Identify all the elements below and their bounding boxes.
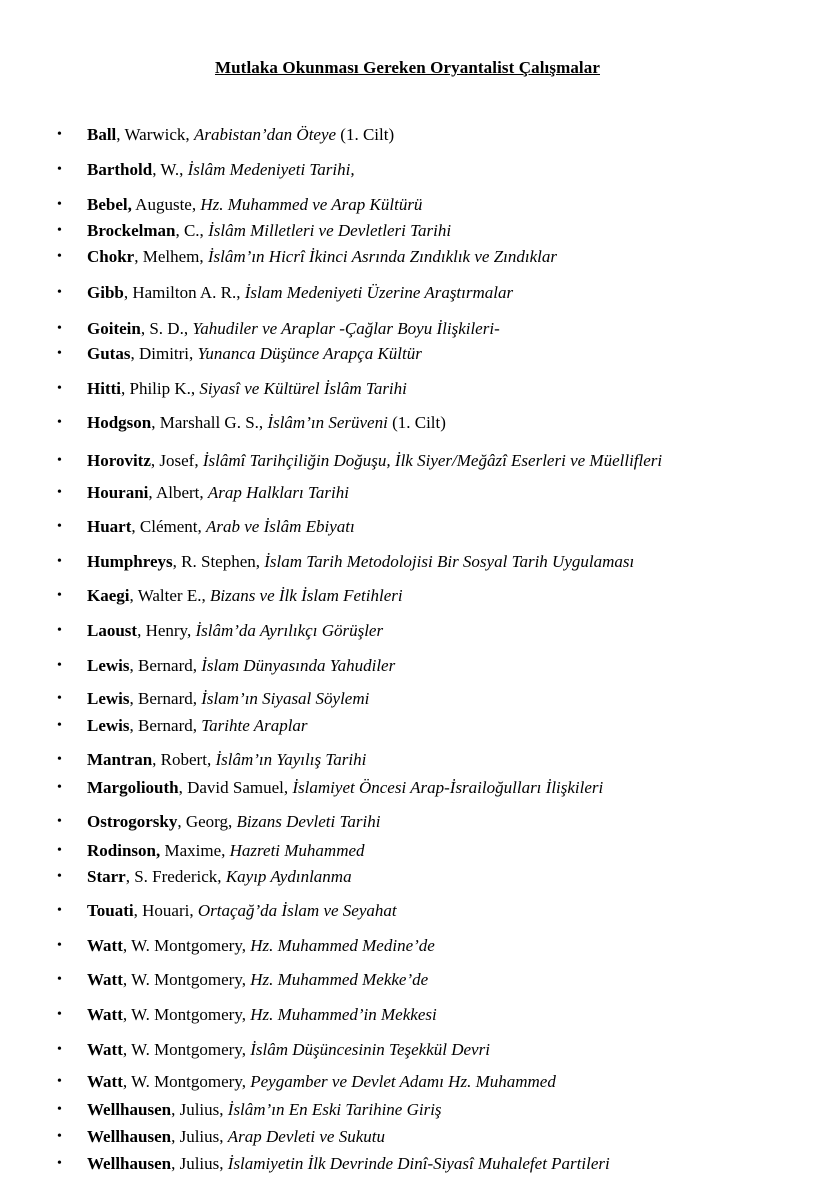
bullet-icon: • [57, 197, 62, 212]
work-title: Bizans ve İlk İslam Fetihleri [209, 586, 403, 605]
work-title: Peygamber ve Devlet Adamı Hz. Muhammed [250, 1072, 556, 1091]
author-given-name: , Philip K., [121, 379, 200, 398]
work-title: Ortaçağ’da İslam ve Seyahat [197, 901, 397, 920]
work-title: İslâm’da Ayrılıkçı Görüşler [195, 621, 384, 640]
bullet-icon: • [57, 1129, 62, 1144]
bullet-icon: • [57, 127, 62, 142]
bullet-icon: • [57, 381, 62, 396]
author-surname: Hodgson [87, 413, 152, 432]
author-given-name: , Bernard, [129, 716, 202, 735]
bullet-icon: • [57, 346, 62, 361]
entry-text [87, 715, 308, 737]
author-given-name: , W., [152, 160, 188, 179]
bullet-icon: • [57, 623, 62, 638]
bullet-icon: • [57, 1102, 62, 1117]
author-surname: Wellhausen [87, 1127, 172, 1146]
author-surname: Touati [87, 901, 134, 920]
bullet-icon: • [57, 780, 62, 795]
author-surname: Gutas [87, 344, 131, 363]
entry-text [87, 620, 383, 642]
author-given-name: , R. Stephen, [172, 552, 265, 571]
author-given-name: , Houari, [133, 901, 198, 920]
author-given-name: , W. Montgomery, [122, 1040, 251, 1059]
author-surname: Hourani [87, 483, 149, 502]
bullet-icon: • [57, 658, 62, 673]
author-surname: Lewis [87, 716, 130, 735]
author-given-name: Auguste, [131, 195, 201, 214]
author-given-name: , W. Montgomery, [122, 936, 251, 955]
author-given-name: , Josef, [150, 451, 203, 470]
author-given-name: , Julius, [171, 1127, 228, 1146]
author-given-name: , Hamilton A. R., [123, 283, 245, 302]
author-given-name: , Warwick, [116, 125, 194, 144]
author-given-name: , Melhem, [134, 247, 208, 266]
author-surname: Laoust [87, 621, 138, 640]
entry-text [87, 811, 380, 833]
author-given-name: , Julius, [171, 1100, 228, 1119]
bullet-icon: • [57, 814, 62, 829]
bullet-icon: • [57, 415, 62, 430]
entry-text [87, 969, 428, 991]
author-given-name: , Dimitri, [130, 344, 198, 363]
author-surname: Margoliouth [87, 778, 179, 797]
entry-text [87, 516, 355, 538]
bullet-icon: • [57, 938, 62, 953]
author-surname: Bebel, [87, 195, 132, 214]
bullet-icon: • [57, 223, 62, 238]
author-given-name: , C., [175, 221, 209, 240]
author-surname: Brockelman [87, 221, 176, 240]
entry-text [87, 124, 394, 146]
author-given-name: , W. Montgomery, [122, 1005, 251, 1024]
author-given-name: , Georg, [177, 812, 237, 831]
bullet-icon: • [57, 752, 62, 767]
author-given-name: , Henry, [137, 621, 196, 640]
entry-text [87, 749, 366, 771]
entry-text [87, 246, 557, 268]
author-surname: Barthold [87, 160, 153, 179]
entry-text [87, 412, 446, 434]
bullet-icon: • [57, 1007, 62, 1022]
work-title: Kayıp Aydınlanma [225, 867, 352, 886]
entry-text [87, 450, 662, 472]
author-given-name: , Marshall G. S., [151, 413, 268, 432]
author-given-name: , S. Frederick, [125, 867, 226, 886]
work-title: Bizans Devleti Tarihi [236, 812, 381, 831]
bullet-icon: • [57, 691, 62, 706]
work-title: İslam Tarih Metodolojisi Bir Sosyal Tarih Uygulaması [264, 552, 635, 571]
bullet-icon: • [57, 162, 62, 177]
work-title: İslamiyet Öncesi Arap-İsrailoğulları İlişkileri [292, 778, 604, 797]
entry-text [87, 318, 500, 340]
author-surname: Watt [87, 970, 123, 989]
entry-text [87, 551, 634, 573]
work-title: Hz. Muhammed Mekke’de [250, 970, 429, 989]
work-title: Hazreti Muhammed [229, 841, 365, 860]
entry-text [87, 194, 422, 216]
work-title: İslamiyetin İlk Devrinde Dinî-Siyasî Muhalefet Partileri [227, 1154, 610, 1173]
work-title: Arab ve İslâm Ebiyatı [206, 517, 355, 536]
bullet-icon: • [57, 453, 62, 468]
entry-text [87, 1071, 556, 1093]
entry-text [87, 1126, 385, 1148]
author-surname: Horovitz [87, 451, 151, 470]
work-title: İslâmî Tarihçiliğin Doğuşu, İlk Siyer/Meğâzî Eserleri ve Müellifleri [202, 451, 663, 470]
author-surname: Watt [87, 1005, 123, 1024]
volume-note: (1. Cilt) [387, 413, 446, 432]
author-given-name: , Robert, [152, 750, 216, 769]
work-title: İslâm’ın Serüveni [267, 413, 388, 432]
entry-text [87, 482, 349, 504]
work-title: İslam Medeniyeti Üzerine Araştırmalar [244, 283, 514, 302]
author-given-name: , S. D., [140, 319, 193, 338]
author-surname: Watt [87, 1072, 123, 1091]
entry-text [87, 343, 422, 365]
author-surname: Wellhausen [87, 1100, 172, 1119]
work-title: İslâm Düşüncesinin Teşekkül Devri [250, 1040, 490, 1059]
bullet-icon: • [57, 588, 62, 603]
author-surname: Ball [87, 125, 117, 144]
author-surname: Wellhausen [87, 1154, 172, 1173]
bullet-icon: • [57, 285, 62, 300]
work-title: Arap Halkları Tarihi [207, 483, 349, 502]
author-surname: Watt [87, 1040, 123, 1059]
bullet-icon: • [57, 554, 62, 569]
author-surname: Lewis [87, 689, 130, 708]
entry-text [87, 378, 407, 400]
author-surname: Kaegi [87, 586, 130, 605]
bullet-icon: • [57, 718, 62, 733]
entry-text [87, 777, 603, 799]
work-title: Arap Devleti ve Sukutu [227, 1127, 385, 1146]
bullet-icon: • [57, 1156, 62, 1171]
bullet-icon: • [57, 519, 62, 534]
entry-text [87, 220, 451, 242]
work-title: İslâm’ın Hicrî İkinci Asrında Zındıklık ve Zındıklar [207, 247, 557, 266]
work-title: İslâm’ın Yayılış Tarihi [215, 750, 367, 769]
volume-note: (1. Cilt) [336, 125, 395, 144]
entry-text [87, 935, 435, 957]
work-title: Hz. Muhammed’in Mekkesi [250, 1005, 437, 1024]
author-surname: Mantran [87, 750, 153, 769]
entry-text [87, 585, 403, 607]
author-surname: Rodinson, [87, 841, 161, 860]
entry-text [87, 1004, 437, 1026]
work-title: Siyasî ve Kültürel İslâm Tarihi [199, 379, 407, 398]
entry-text [87, 1039, 490, 1061]
author-given-name: , Bernard, [129, 689, 202, 708]
bullet-icon: • [57, 321, 62, 336]
work-title: İslâm’ın En Eski Tarihine Giriş [227, 1100, 442, 1119]
entry-text [87, 1099, 442, 1121]
author-given-name: , Walter E., [129, 586, 210, 605]
bullet-icon: • [57, 972, 62, 987]
author-surname: Huart [87, 517, 132, 536]
author-given-name: Maxime, [160, 841, 230, 860]
author-given-name: , Clément, [131, 517, 206, 536]
author-surname: Humphreys [87, 552, 173, 571]
bullet-icon: • [57, 843, 62, 858]
author-given-name: , Albert, [148, 483, 208, 502]
entry-text [87, 866, 352, 888]
entry-text [87, 159, 355, 181]
author-surname: Starr [87, 867, 126, 886]
author-surname: Ostrogorsky [87, 812, 178, 831]
author-surname: Chokr [87, 247, 135, 266]
entry-text [87, 1153, 610, 1175]
entry-text [87, 282, 513, 304]
entry-text [87, 655, 395, 677]
author-surname: Gibb [87, 283, 124, 302]
bullet-icon: • [57, 249, 62, 264]
bullet-icon: • [57, 1074, 62, 1089]
work-title: Hz. Muhammed Medine’de [250, 936, 435, 955]
page-title: Mutlaka Okunması Gereken Oryantalist Çalışmalar [214, 58, 600, 77]
work-title: Hz. Muhammed ve Arap Kültürü [200, 195, 423, 214]
author-given-name: , W. Montgomery, [122, 970, 251, 989]
entry-text [87, 688, 369, 710]
work-title: İslâm Medeniyeti Tarihi, [187, 160, 355, 179]
author-given-name: , W. Montgomery, [122, 1072, 251, 1091]
work-title: Yahudiler ve Araplar -Çağlar Boyu İlişkileri- [192, 319, 500, 338]
bullet-icon: • [57, 903, 62, 918]
bullet-icon: • [57, 1042, 62, 1057]
author-surname: Goitein [87, 319, 141, 338]
author-given-name: , Julius, [171, 1154, 228, 1173]
work-title: Arabistan’dan Öteye [193, 125, 337, 144]
work-title: Yunanca Düşünce Arapça Kültür [197, 344, 422, 363]
work-title: Tarihte Araplar [201, 716, 308, 735]
author-surname: Watt [87, 936, 123, 955]
entry-text [87, 900, 397, 922]
author-given-name: , Bernard, [129, 656, 202, 675]
author-surname: Hitti [87, 379, 121, 398]
author-given-name: , David Samuel, [178, 778, 293, 797]
author-surname: Lewis [87, 656, 130, 675]
entry-text [87, 840, 365, 862]
work-title: İslam Dünyasında Yahudiler [201, 656, 396, 675]
work-title: İslâm Milletleri ve Devletleri Tarihi [208, 221, 452, 240]
bullet-icon: • [57, 869, 62, 884]
bullet-icon: • [57, 485, 62, 500]
work-title: İslam’ın Siyasal Söylemi [201, 689, 370, 708]
